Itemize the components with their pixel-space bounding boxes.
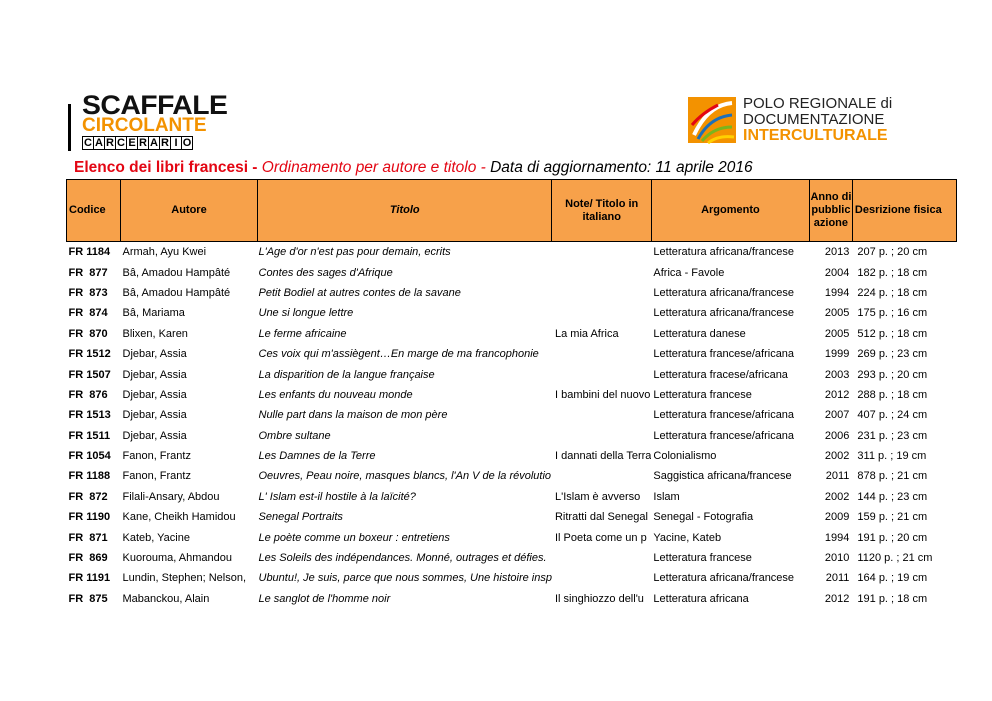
cell-codice: FR 1512 bbox=[68, 348, 111, 361]
col-note: Note/ Titolo in italiano bbox=[552, 180, 651, 242]
logo-letter-box: R bbox=[104, 136, 116, 150]
cell-descrizione: 159 p. ; 21 cm bbox=[857, 511, 928, 524]
cell-codice: FR 1190 bbox=[68, 511, 111, 524]
table-row bbox=[67, 364, 957, 384]
cell-note bbox=[552, 262, 651, 282]
cell-descrizione: 182 p. ; 18 cm bbox=[857, 266, 928, 279]
cell-anno: 2011 bbox=[825, 470, 850, 483]
cell-note bbox=[552, 405, 651, 425]
table-row bbox=[67, 242, 957, 263]
cell-codice: FR 1191 bbox=[68, 572, 111, 585]
logo-letter-box: O bbox=[182, 137, 192, 149]
cell-codice: FR 872 bbox=[68, 490, 108, 503]
cell-codice: FR 876 bbox=[68, 388, 108, 401]
cell-descrizione: 293 p. ; 20 cm bbox=[857, 368, 928, 381]
cell-autore: Fanon, Frantz bbox=[122, 450, 191, 463]
cell-descrizione: 311 p. ; 19 cm bbox=[857, 450, 927, 463]
col-titolo: Titolo bbox=[258, 180, 552, 242]
cell-descrizione: 207 p. ; 20 cm bbox=[857, 246, 928, 259]
cell-codice: FR 877 bbox=[68, 266, 108, 279]
cell-argomento: Letteratura fracese/africana bbox=[653, 368, 788, 381]
cell-descrizione: 175 p. ; 16 cm bbox=[857, 307, 928, 320]
table-row bbox=[67, 527, 957, 547]
cell-argomento: Islam bbox=[653, 490, 680, 503]
cell-argomento: Colonialismo bbox=[653, 450, 717, 463]
cell-titolo: L' Islam est-il hostile à la laïcité? bbox=[258, 490, 416, 503]
cell-autore: Kateb, Yacine bbox=[122, 531, 190, 544]
cell-note bbox=[552, 303, 651, 323]
cell-autore: Kuorouma, Ahmandou bbox=[122, 552, 232, 565]
col-argomento: Argomento bbox=[651, 180, 809, 242]
cell-note bbox=[552, 242, 651, 263]
polo-emblem-icon bbox=[688, 95, 740, 147]
cell-titolo: Les Damnes de la Terre bbox=[258, 450, 376, 463]
cell-autore: Djebar, Assia bbox=[122, 388, 187, 401]
cell-note bbox=[552, 466, 651, 486]
cell-descrizione: 224 p. ; 18 cm bbox=[857, 286, 928, 299]
cell-argomento: Africa - Favole bbox=[653, 266, 725, 279]
table-row bbox=[67, 487, 957, 507]
title-part2: Ordinamento per autore e titolo - bbox=[261, 159, 491, 176]
cell-titolo: La disparition de la langue française bbox=[258, 368, 435, 381]
cell-anno: 1994 bbox=[824, 286, 850, 299]
cell-descrizione: 1120 p. ; 21 cm bbox=[857, 552, 933, 565]
cell-autore: Fanon, Frantz bbox=[122, 470, 191, 483]
cell-descrizione: 144 p. ; 23 cm bbox=[857, 490, 928, 503]
cell-descrizione: 164 p. ; 19 cm bbox=[857, 572, 928, 585]
table-row bbox=[67, 548, 957, 568]
cell-argomento: Letteratura africana bbox=[653, 592, 749, 605]
polo-line2: DOCUMENTAZIONE bbox=[743, 111, 885, 128]
table-row bbox=[67, 589, 957, 609]
cell-argomento: Letteratura danese bbox=[653, 327, 746, 340]
table-row bbox=[67, 385, 957, 405]
cell-note: I bambini del nuovo bbox=[554, 388, 651, 401]
table-row bbox=[67, 324, 957, 344]
logo-line2: CIRCOLANTE bbox=[82, 115, 207, 136]
col-anno: Anno di pubblic azione bbox=[809, 180, 852, 242]
cell-descrizione: 512 p. ; 18 cm bbox=[857, 327, 928, 340]
table-row bbox=[67, 344, 957, 364]
cell-argomento: Letteratura francese/africana bbox=[653, 429, 795, 442]
cell-argomento: Letteratura francese/africana bbox=[653, 348, 795, 361]
logo-letter-box: C bbox=[82, 136, 94, 150]
cell-argomento: Yacine, Kateb bbox=[653, 531, 722, 544]
cell-titolo: Les enfants du nouveau monde bbox=[258, 388, 413, 401]
col-descrizione: Desrizione fisica bbox=[852, 180, 956, 242]
cell-codice: FR 1054 bbox=[68, 450, 111, 463]
table-row bbox=[67, 446, 957, 466]
cell-argomento: Letteratura africana/francese bbox=[653, 246, 795, 259]
logo-letter-box: R bbox=[137, 136, 149, 150]
logo-letter-box: R bbox=[159, 136, 171, 150]
cell-codice: FR 874 bbox=[68, 307, 108, 320]
cell-titolo: Ombre sultane bbox=[258, 429, 331, 442]
cell-anno: 1999 bbox=[824, 348, 850, 361]
cell-autore: Kane, Cheikh Hamidou bbox=[122, 511, 236, 524]
cell-argomento: Letteratura africana/francese bbox=[653, 307, 795, 320]
table-row bbox=[67, 466, 957, 486]
cell-argomento: Letteratura francese bbox=[653, 552, 752, 565]
cell-titolo: Le ferme africaine bbox=[258, 327, 347, 340]
cell-note: La mia Africa bbox=[554, 327, 619, 340]
cell-note bbox=[552, 426, 651, 446]
cell-argomento: Saggistica africana/francese bbox=[653, 470, 792, 483]
cell-anno: 2005 bbox=[824, 307, 850, 320]
cell-anno: 2005 bbox=[824, 327, 850, 340]
cell-descrizione: 878 p. ; 21 cm bbox=[857, 470, 928, 483]
cell-titolo: L'Age d'or n'est pas pour demain, ecrits bbox=[258, 246, 451, 259]
cell-codice: FR 875 bbox=[68, 592, 108, 605]
cell-anno: 2002 bbox=[824, 490, 850, 503]
logo-line1: SCAFFALE bbox=[82, 90, 228, 120]
cell-autore: Bâ, Mariama bbox=[122, 307, 185, 320]
cell-anno: 2009 bbox=[824, 511, 850, 524]
cell-titolo: Petit Bodiel at autres contes de la savane bbox=[258, 286, 461, 299]
cell-codice: FR 873 bbox=[68, 286, 108, 299]
table-row bbox=[67, 262, 957, 282]
cell-argomento: Senegal - Fotografia bbox=[653, 511, 754, 524]
cell-anno: 2010 bbox=[824, 552, 850, 565]
cell-autore: Armah, Ayu Kwei bbox=[122, 246, 207, 259]
cell-codice: FR 1184 bbox=[68, 246, 111, 259]
cell-codice: FR 871 bbox=[68, 531, 108, 544]
logo-letter-box: A bbox=[148, 136, 160, 150]
cell-titolo: Ces voix qui m'assiègent…En marge de ma francophonie bbox=[258, 348, 539, 361]
cell-titolo: Les Soleils des indépendances. Monné, outrages et défies. bbox=[258, 552, 547, 565]
cell-anno: 2002 bbox=[824, 450, 850, 463]
page-title bbox=[74, 159, 753, 177]
cell-anno: 2011 bbox=[825, 572, 850, 585]
logo-line3 bbox=[82, 136, 192, 150]
logo-bar bbox=[68, 104, 71, 151]
cell-note: Il Poeta come un p bbox=[554, 531, 647, 544]
cell-note bbox=[552, 568, 651, 588]
cell-autore: Bâ, Amadou Hampâté bbox=[122, 286, 231, 299]
cell-autore: Blixen, Karen bbox=[122, 327, 188, 340]
title-part3: Data di aggiornamento: 11 aprile 2016 bbox=[490, 159, 753, 176]
cell-codice: FR 870 bbox=[68, 327, 108, 340]
cell-titolo: Senegal Portraits bbox=[258, 511, 343, 524]
cell-argomento: Letteratura francese bbox=[653, 388, 752, 401]
cell-descrizione: 191 p. ; 20 cm bbox=[857, 531, 928, 544]
scaffale-circolante-logo bbox=[68, 90, 228, 152]
col-autore: Autore bbox=[121, 180, 258, 242]
cell-descrizione: 288 p. ; 18 cm bbox=[857, 388, 928, 401]
table-row bbox=[67, 507, 957, 527]
cell-autore: Bâ, Amadou Hampâté bbox=[122, 266, 231, 279]
cell-note: Il singhiozzo dell'u bbox=[554, 592, 644, 605]
cell-codice: FR 1188 bbox=[68, 470, 111, 483]
cell-codice: FR 1513 bbox=[68, 409, 111, 422]
logo-letter-box: C bbox=[115, 136, 127, 150]
cell-anno: 2003 bbox=[824, 368, 850, 381]
cell-titolo: Contes des sages d'Afrique bbox=[258, 266, 393, 279]
cell-descrizione: 191 p. ; 18 cm bbox=[857, 592, 928, 605]
cell-note: L'Islam è avverso bbox=[554, 490, 641, 503]
cell-titolo: Le poète comme un boxeur : entretiens bbox=[258, 531, 450, 544]
cell-anno: 2006 bbox=[824, 429, 850, 442]
cell-autore: Djebar, Assia bbox=[122, 348, 187, 361]
table-row bbox=[67, 405, 957, 425]
cell-note bbox=[552, 344, 651, 364]
cell-codice: FR 869 bbox=[68, 552, 108, 565]
cell-descrizione: 269 p. ; 23 cm bbox=[857, 348, 928, 361]
cell-titolo: Ubuntu!, Je suis, parce que nous sommes, Une histoire insp bbox=[258, 572, 552, 585]
cell-note bbox=[552, 283, 651, 303]
table-row bbox=[67, 568, 957, 588]
cell-descrizione: 231 p. ; 23 cm bbox=[857, 429, 928, 442]
cell-autore: Djebar, Assia bbox=[122, 368, 187, 381]
cell-argomento: Letteratura africana/francese bbox=[653, 286, 795, 299]
title-part1: Elenco dei libri francesi - bbox=[74, 159, 262, 176]
cell-descrizione: 407 p. ; 24 cm bbox=[857, 409, 928, 422]
cell-anno: 2007 bbox=[824, 409, 850, 422]
cell-autore: Lundin, Stephen; Nelson, bbox=[122, 572, 247, 585]
cell-argomento: Letteratura francese/africana bbox=[653, 409, 795, 422]
cell-codice: FR 1511 bbox=[68, 429, 111, 442]
cell-autore: Djebar, Assia bbox=[122, 429, 187, 442]
cell-codice: FR 1507 bbox=[68, 368, 111, 381]
cell-anno: 2013 bbox=[824, 246, 850, 259]
cell-titolo: Une si longue lettre bbox=[258, 307, 354, 320]
cell-titolo: Le sanglot de l'homme noir bbox=[258, 592, 391, 605]
col-codice: Codice bbox=[67, 180, 121, 242]
cell-autore: Filali-Ansary, Abdou bbox=[122, 490, 220, 503]
table-header-row bbox=[67, 180, 957, 242]
cell-anno: 2012 bbox=[824, 592, 850, 605]
cell-note bbox=[552, 364, 651, 384]
cell-autore: Djebar, Assia bbox=[122, 409, 187, 422]
logo-letter-box: I bbox=[170, 136, 182, 150]
table-row bbox=[67, 426, 957, 446]
cell-anno: 2004 bbox=[824, 266, 850, 279]
cell-anno: 1994 bbox=[824, 531, 850, 544]
cell-note: Ritratti dal Senegal bbox=[554, 511, 648, 524]
cell-anno: 2012 bbox=[824, 388, 850, 401]
logo-letter-box: A bbox=[93, 136, 105, 150]
cell-note bbox=[552, 548, 651, 568]
polo-regionale-logo bbox=[688, 95, 893, 147]
cell-note: I dannati della Terra bbox=[554, 450, 652, 463]
table-row bbox=[67, 303, 957, 323]
cell-autore: Mabanckou, Alain bbox=[122, 592, 210, 605]
books-table bbox=[66, 179, 957, 609]
table-row bbox=[67, 283, 957, 303]
cell-titolo: Oeuvres, Peau noire, masques blancs, l'An V de la révolutio bbox=[258, 470, 552, 483]
polo-line3: INTERCULTURALE bbox=[743, 127, 888, 144]
cell-titolo: Nulle part dans la maison de mon père bbox=[258, 409, 448, 422]
polo-line1: POLO REGIONALE di bbox=[743, 95, 893, 112]
logo-letter-box: E bbox=[126, 136, 138, 150]
cell-argomento: Letteratura africana/francese bbox=[653, 572, 795, 585]
